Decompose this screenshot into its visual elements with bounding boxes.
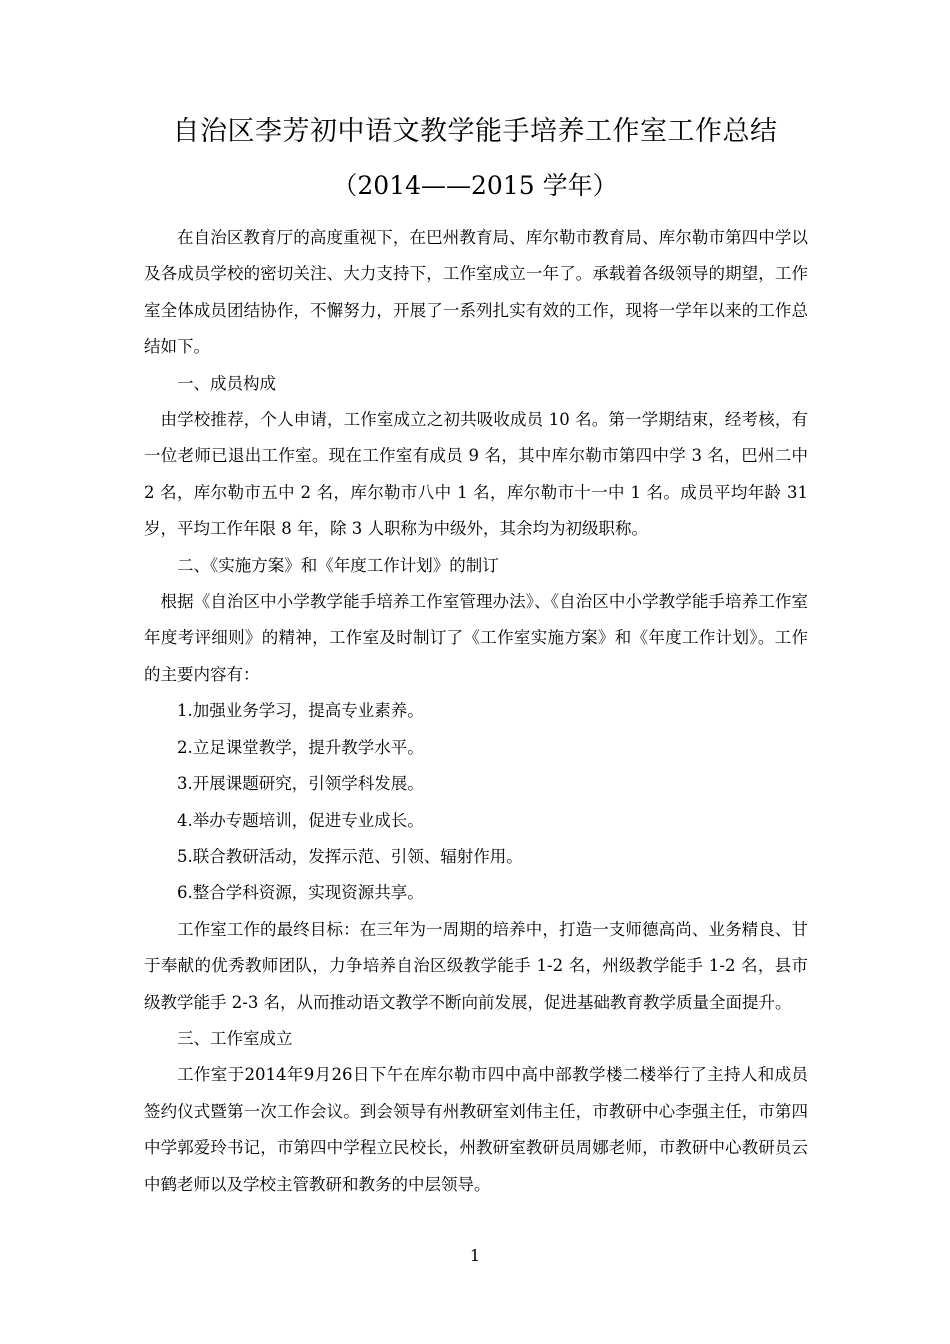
list-item: 5.联合教研活动，发挥示范、引领、辐射作用。 [177,846,523,866]
list-item: 2.立足课堂教学，提升教学水平。 [177,737,424,757]
section-heading-plans: 二、《实施方案》和《年度工作计划》的制订 [177,555,499,575]
list-item: 4.举办专题培训，促进专业成长。 [177,810,424,830]
members-paragraph: 由学校推荐，个人申请，工作室成立之初共吸收成员 10 名。第一学期结束，经考核，有一位老师已退出工作室。现在工作室有成员 9 名，其中库尔勒市第四中学 3 名，巴州二中 2 名，库尔勒市五中 2 名，库尔勒市八中 1 名，库尔勒市十一中 1 名。成员平均年龄 31 岁，平均工作年限 8 年，除 3 人职称为中级外，其余均为初级职称。 [144,410,808,539]
founding-paragraph: 工作室于2014年9月26日下午在库尔勒市四中高中部教学楼二楼举行了主持人和成员签约仪式暨第一次工作会议。到会领导有州教研室刘伟主任，市教研中心李强主任，市第四中学郭爱玲书记，市第四中学程立民校长，州教研室教研员周娜老师，市教研中心教研员云中鹤老师以及学校主管教研和教务的中层领导。 [144,1065,808,1194]
goal-paragraph: 工作室工作的最终目标：在三年为一周期的培养中，打造一支师德高尚、业务精良、甘于奉献的优秀教师团队，力争培养自治区级教学能手 1-2 名，州级教学能手 1-2 名，县市级教学能手 2-3 名，从而推动语文教学不断向前发展，促进基础教育教学质量全面提升。 [144,919,808,1012]
plans-paragraph: 根据《自治区中小学教学能手培养工作室管理办法》、《自治区中小学教学能手培养工作室年度考评细则》的精神，工作室及时制订了《工作室实施方案》和《年度工作计划》。工作的主要内容有： [144,592,808,684]
list-item: 6.整合学科资源，实现资源共享。 [177,883,424,903]
document-body [144,220,808,1203]
list-item: 3.开展课题研究，引领学科发展。 [177,774,424,794]
page-number: 1 [469,1246,481,1265]
section-heading-members: 一、成员构成 [177,373,276,393]
document-subtitle: （2014——2015 学年） [332,171,618,200]
intro-paragraph: 在自治区教育厅的高度重视下，在巴州教育局、库尔勒市教育局、库尔勒市第四中学以及各成员学校的密切关注、大力支持下，工作室成立一年了。承载着各级领导的期望，工作室全体成员团结协作，不懈努力，开展了一系列扎实有效的工作，现将一学年以来的工作总结如下。 [144,228,808,357]
list-item: 1.加强业务学习，提高专业素养。 [177,701,424,721]
section-heading-founding: 三、工作室成立 [177,1028,293,1048]
document-title: 自治区李芳初中语文教学能手培养工作室工作总结 [172,116,778,147]
